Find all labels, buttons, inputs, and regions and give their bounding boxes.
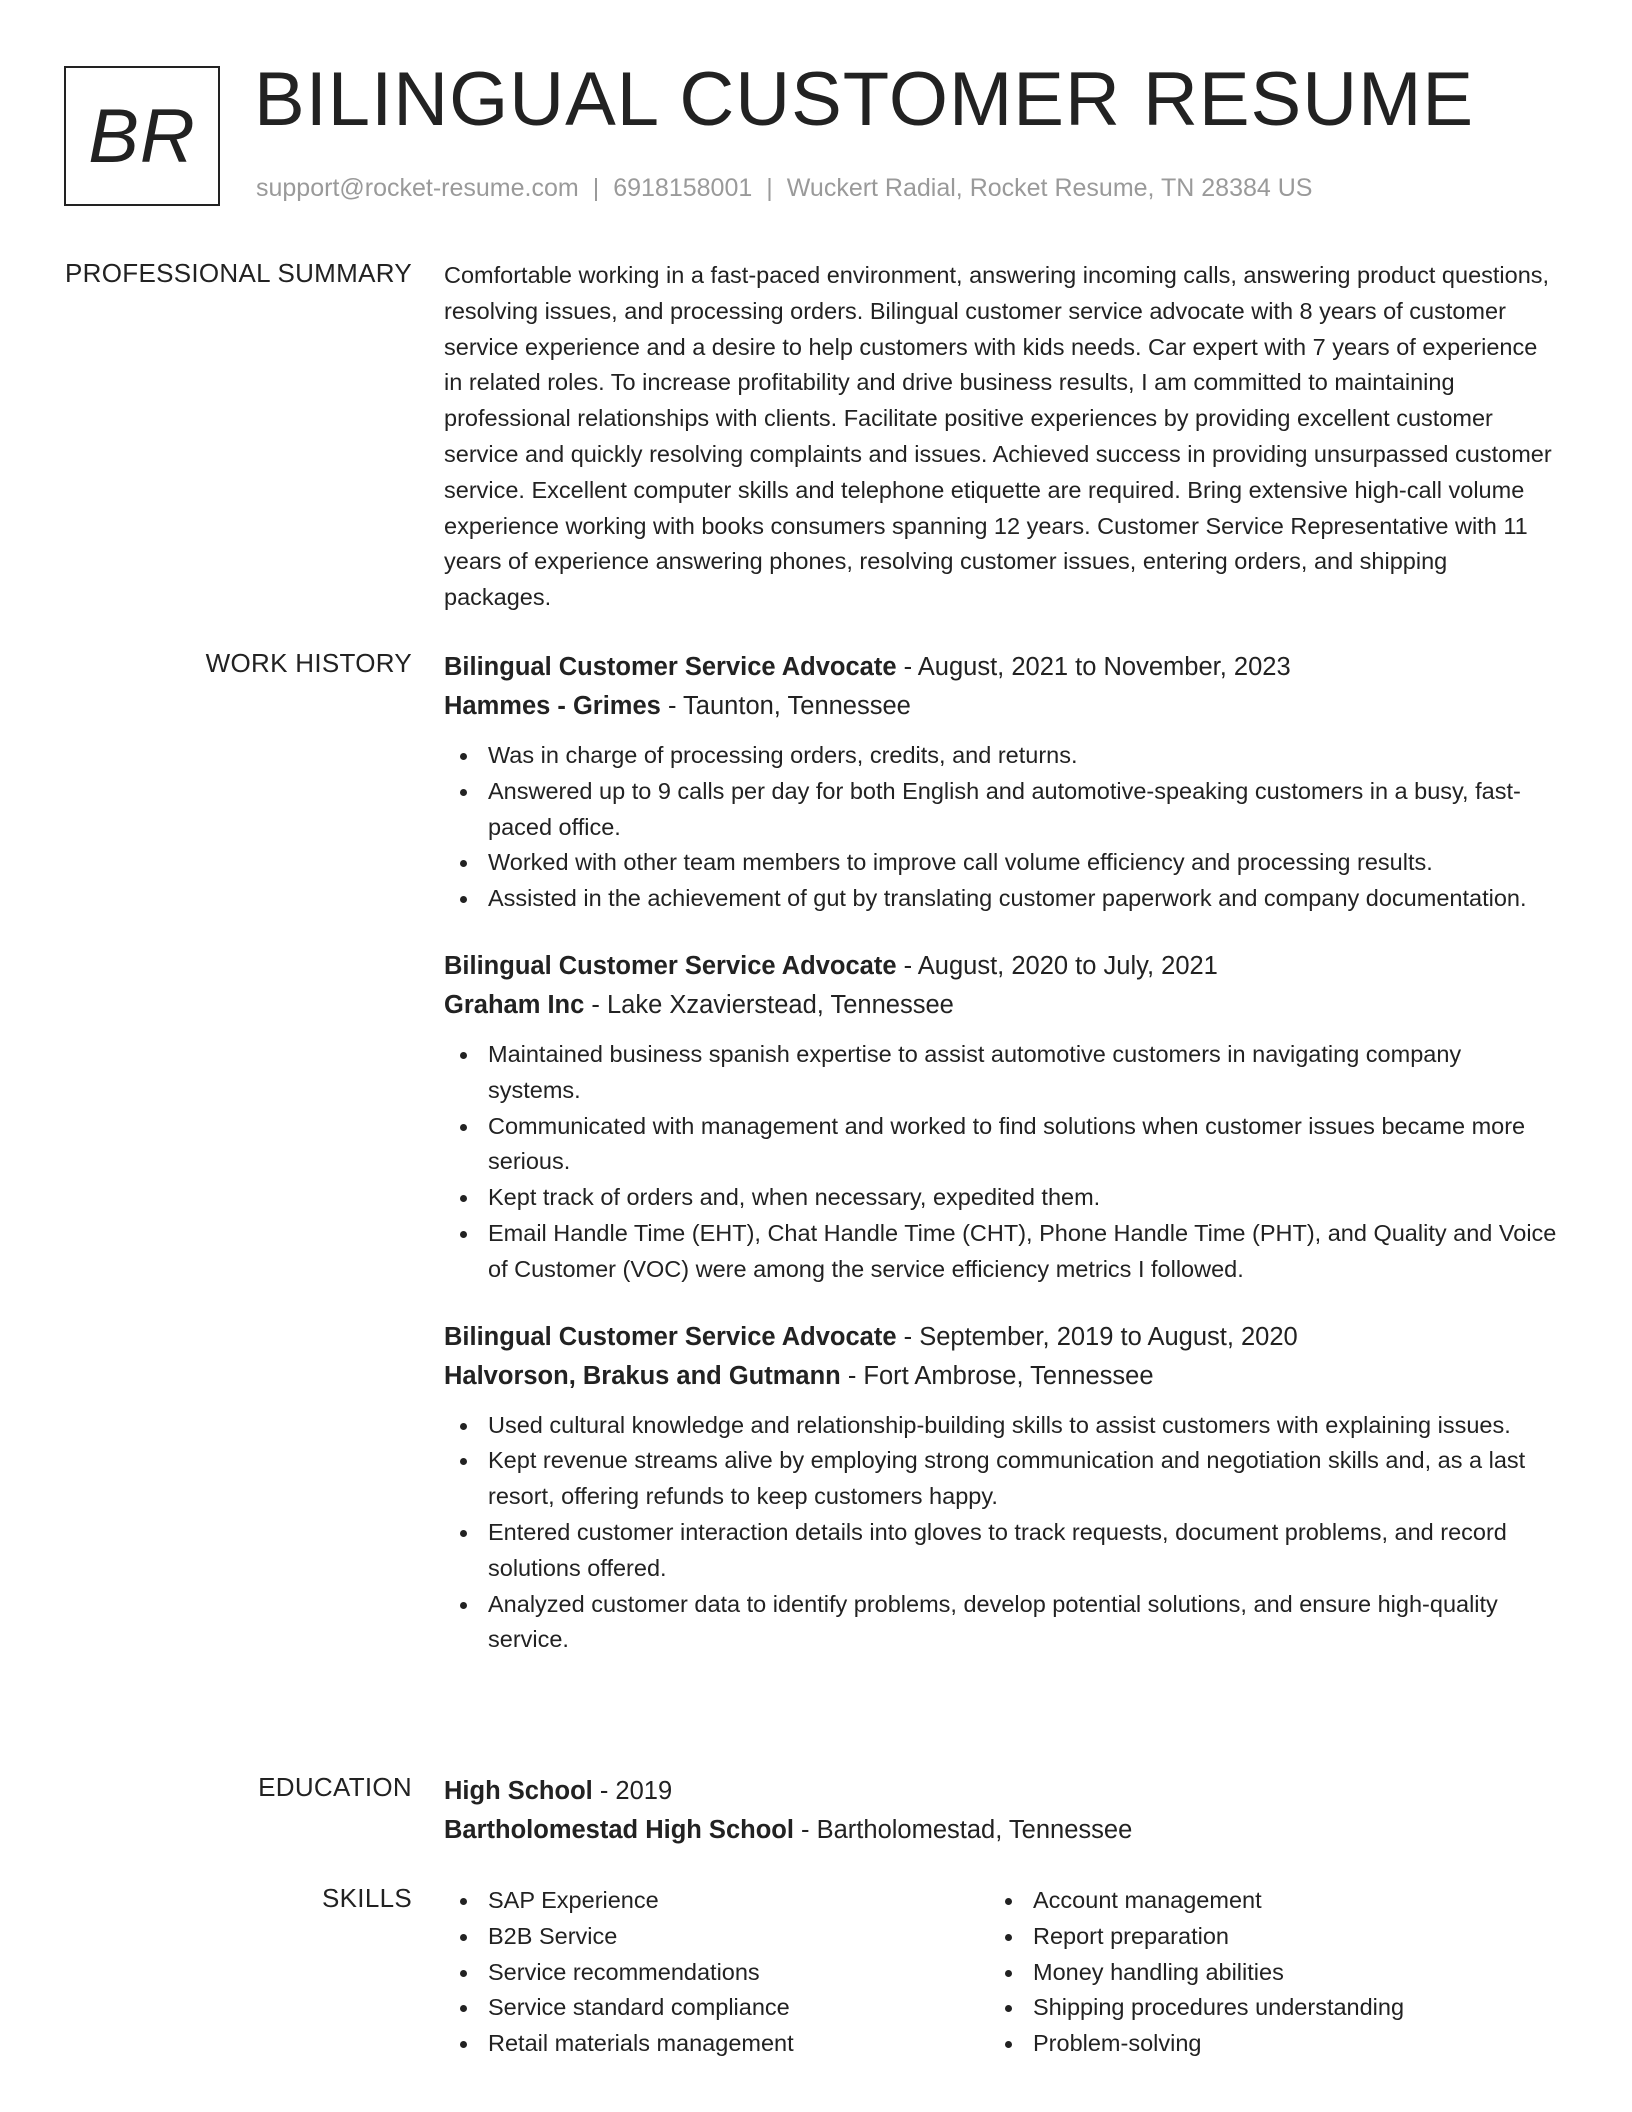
job-location: - Taunton, Tennessee — [660, 692, 911, 720]
job-bullet: Worked with other team members to improve call volume efficiency and processing results. — [444, 845, 1560, 881]
skills-list — [989, 1883, 1534, 2062]
job-dates: - September, 2019 to August, 2020 — [896, 1322, 1298, 1351]
job-title-line — [444, 648, 1560, 687]
contact-email: support@rocket-resume.com — [256, 174, 579, 202]
skills-column-right — [989, 1883, 1534, 2062]
work-history-body — [444, 648, 1560, 1658]
skills-body — [444, 1883, 1560, 2062]
monogram-box — [64, 66, 220, 206]
job-location: - Fort Ambrose, Tennessee — [840, 1361, 1154, 1390]
job-bullet: Maintained business spanish expertise to assist automotive customers in navigating company systems. — [444, 1037, 1560, 1109]
skill-item: B2B Service — [444, 1919, 989, 1955]
job-bullet: Assisted in the achievement of gut by translating customer paperwork and company documentation. — [444, 881, 1560, 917]
job-company: Hammes - Grimes — [444, 692, 661, 720]
skill-item: Service standard compliance — [444, 1990, 989, 2026]
job-entry — [444, 1318, 1560, 1659]
skill-item: Problem-solving — [989, 2026, 1534, 2062]
contact-separator: | — [592, 174, 600, 202]
job-bullets — [444, 1037, 1560, 1288]
job-bullet: Answered up to 9 calls per day for both English and automotive-speaking customers in a busy, fast-paced office. — [444, 774, 1560, 846]
education-degree: High School — [444, 1777, 593, 1805]
job-title: Bilingual Customer Service Advocate — [444, 1322, 897, 1351]
job-bullets — [444, 738, 1560, 917]
job-title-line — [444, 1318, 1560, 1357]
contact-address: Wuckert Radial, Rocket Resume, TN 28384 US — [786, 174, 1313, 202]
skill-item: Report preparation — [989, 1919, 1534, 1955]
skill-item: Retail materials management — [444, 2026, 989, 2062]
job-title-line — [444, 947, 1560, 986]
skills-columns — [444, 1883, 1560, 2062]
skill-item: Shipping procedures understanding — [989, 1990, 1534, 2026]
job-entry — [444, 947, 1560, 1288]
section-label-skills: SKILLS — [322, 1883, 412, 1913]
section-label-work-history: WORK HISTORY — [205, 648, 412, 678]
job-company: Graham Inc — [444, 990, 585, 1019]
job-bullets — [444, 1408, 1560, 1659]
summary-text: Comfortable working in a fast-paced environment, answering incoming calls, answering product questions, resolving issues, and processing orders. Bilingual customer service advocate with 8 years of customer service experience and a desire to help customers with kids needs. Car expert with 7 years of experience in related roles. To increase profitability and drive business results, I am committed to maintaining professional relationships with clients. Facilitate positive experiences by providing excellent customer service and quickly resolving complaints and issues. Achieved success in providing unsurpassed customer service. Excellent computer skills and telephone etiquette are required. Bring extensive high-call volume experience working with books consumers spanning 12 years. Customer Service Representative with 11 years of experience answering phones, resolving customer issues, entering orders, and shipping packages. — [444, 262, 1552, 611]
job-title: Bilingual Customer Service Advocate — [444, 653, 897, 681]
job-bullet: Email Handle Time (EHT), Chat Handle Time (CHT), Phone Handle Time (PHT), and Quality and Voice of Customer (VOC) were among the service efficiency metrics I followed. — [444, 1216, 1560, 1288]
job-entry — [444, 648, 1560, 917]
education-school-line — [444, 1811, 1560, 1850]
job-company-line — [444, 1357, 1560, 1396]
education-year: - 2019 — [592, 1777, 673, 1805]
skill-item: Money handling abilities — [989, 1955, 1534, 1991]
job-bullet: Analyzed customer data to identify problems, develop potential solutions, and ensure high-quality service. — [444, 1587, 1560, 1659]
job-bullet: Used cultural knowledge and relationship-building skills to assist customers with explaining issues. — [444, 1408, 1560, 1444]
education-school: Bartholomestad High School — [444, 1816, 794, 1844]
job-bullet: Was in charge of processing orders, credits, and returns. — [444, 738, 1560, 774]
education-degree-line — [444, 1772, 1560, 1811]
education-body — [444, 1772, 1560, 1850]
contact-line — [256, 174, 1312, 203]
education-location: - Bartholomestad, Tennessee — [793, 1816, 1133, 1844]
section-label-summary: PROFESSIONAL SUMMARY — [65, 258, 412, 288]
summary-body — [444, 258, 1560, 616]
job-company: Halvorson, Brakus and Gutmann — [444, 1361, 841, 1390]
job-bullet: Kept revenue streams alive by employing strong communication and negotiation skills and, as a last resort, offering refunds to keep customers happy. — [444, 1443, 1560, 1515]
skill-item: Service recommendations — [444, 1955, 989, 1991]
job-company-line — [444, 986, 1560, 1025]
job-title: Bilingual Customer Service Advocate — [444, 951, 897, 980]
contact-phone: 6918158001 — [613, 174, 753, 202]
skill-item: Account management — [989, 1883, 1534, 1919]
skill-item: SAP Experience — [444, 1883, 989, 1919]
job-bullet: Communicated with management and worked to find solutions when customer issues became more serious. — [444, 1109, 1560, 1181]
job-dates: - August, 2021 to November, 2023 — [896, 653, 1291, 681]
job-location: - Lake Xzavierstead, Tennessee — [584, 990, 954, 1019]
job-company-line — [444, 687, 1560, 726]
skills-list — [444, 1883, 989, 2062]
job-dates: - August, 2020 to July, 2021 — [896, 951, 1218, 980]
resume-title: BILINGUAL CUSTOMER RESUME — [254, 57, 1475, 142]
job-bullet: Kept track of orders and, when necessary, expedited them. — [444, 1180, 1560, 1216]
section-label-education: EDUCATION — [258, 1772, 412, 1802]
skills-column-left — [444, 1883, 989, 2062]
contact-separator: | — [766, 174, 773, 202]
job-bullet: Entered customer interaction details into gloves to track requests, document problems, and record solutions offered. — [444, 1515, 1560, 1587]
monogram-initials: BR — [88, 93, 196, 179]
